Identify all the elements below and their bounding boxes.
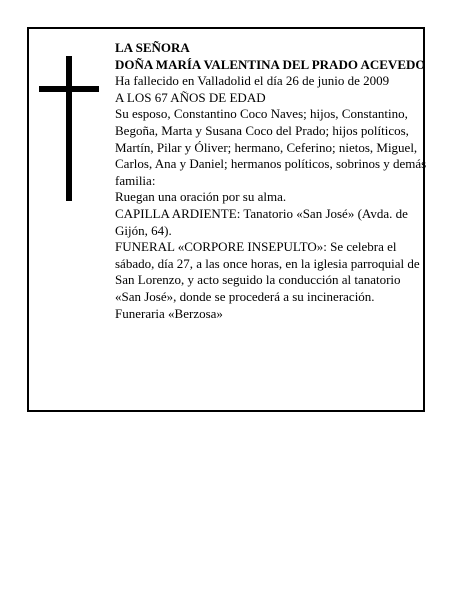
cross-icon xyxy=(39,56,99,201)
cross-vertical-bar xyxy=(66,56,72,201)
deceased-name: DOÑA MARÍA VALENTINA DEL PRADO ACEVEDO xyxy=(115,56,426,72)
age-statement: A LOS 67 AÑOS DE EDAD xyxy=(115,89,266,105)
family-list: Su esposo, Constantino Coco Naves; hijos, Constantino, Begoña, Marta y Susana Coco del Prado; hijos políticos, Martín, Pilar y Óliver; hermano, Ceferino; nietos, Miguel, Carlos, Ana y Daniel; hermanos políticos, sobrinos y demás familia: xyxy=(115,106,427,188)
obituary-notice xyxy=(27,27,425,412)
prayer-request: Ruegan una oración por su alma. xyxy=(115,189,287,205)
chapel-info: CAPILLA ARDIENTE: Tanatorio «San José» (Avda. de Gijón, 64). xyxy=(115,205,408,238)
funeral-info: FUNERAL «CORPORE INSEPULTO»: Se celebra el sábado, día 27, a las once horas, en la iglesia parroquial de San Lorenzo, y acto seguido la conducción al tanatorio «San José», donde se procederá a su incineración. xyxy=(115,239,420,304)
notice-text xyxy=(115,40,427,322)
cross-horizontal-bar xyxy=(39,86,99,92)
notice-heading: LA SEÑORA xyxy=(115,40,190,55)
death-statement: Ha fallecido en Valladolid el día 26 de junio de 2009 xyxy=(115,73,390,89)
funeral-home: Funeraria «Berzosa» xyxy=(115,305,223,321)
